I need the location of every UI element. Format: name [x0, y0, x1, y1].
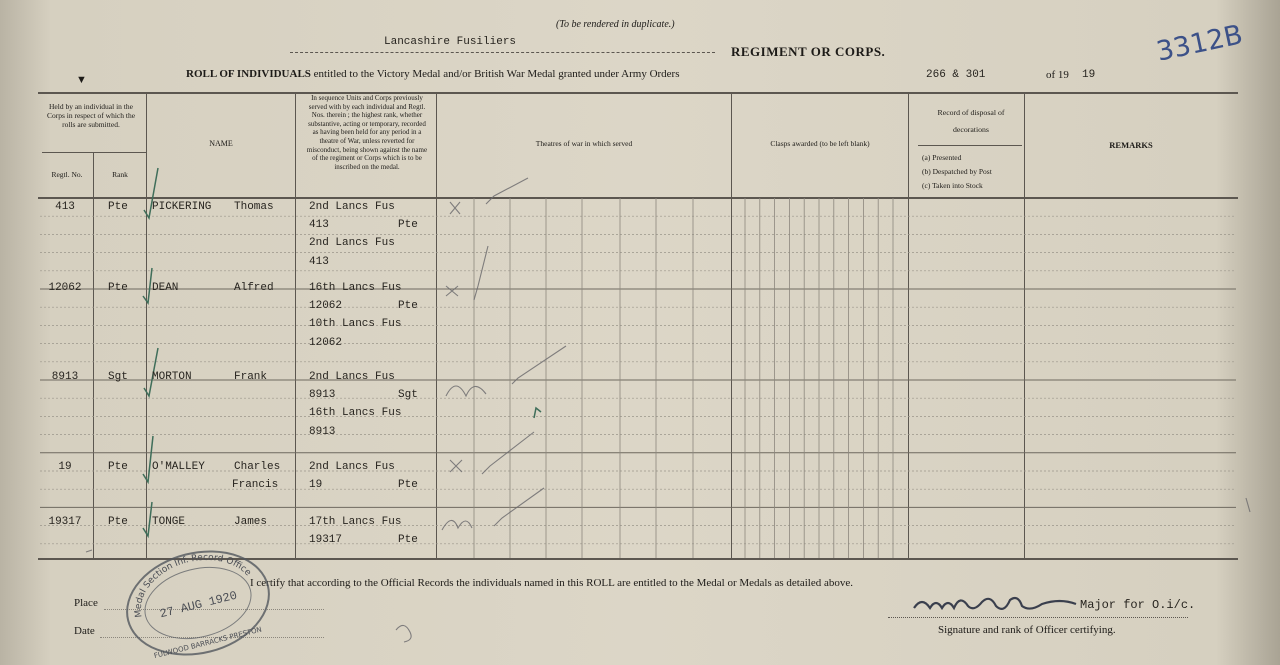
year-label: of 19: [1046, 69, 1069, 81]
unit-rank: Pte: [398, 479, 418, 492]
rank: Pte: [108, 201, 128, 213]
pencil-cross-icon: [450, 460, 462, 472]
regiment-value: Lancashire Fusiliers: [384, 36, 517, 48]
date-label: Date: [74, 625, 95, 637]
pencil-tick-icon: [512, 346, 566, 384]
unit-number: 19317: [309, 534, 343, 547]
reference-number: 3312B: [1153, 19, 1246, 68]
disposal-header: Record of disposal of decorations: [937, 108, 1005, 134]
rank: Pte: [108, 516, 128, 528]
unit-line: 16th Lancs Fus: [309, 407, 402, 420]
regtl-no: 19317: [48, 516, 82, 528]
theatres-header: Theatres of war in which served: [535, 139, 633, 148]
check-mark-icon: [143, 436, 153, 482]
stamp-date: 27 AUG 1920: [158, 588, 239, 622]
unit-rank: Pte: [398, 534, 418, 547]
name-header: NAME: [209, 139, 233, 148]
unit-line: 16th Lancs Fus: [309, 282, 402, 294]
remarks-header: REMARKS: [1109, 140, 1153, 150]
unit-number: 8913: [309, 425, 336, 438]
officer-signature: [910, 592, 1080, 618]
unit-number: 12062: [309, 300, 343, 313]
surname: PICKERING: [152, 201, 212, 213]
regtl-no: 12062: [48, 282, 82, 294]
unit-number: 12062: [309, 336, 343, 349]
pencil-scribble-icon: [446, 386, 486, 396]
surname: MORTON: [152, 371, 192, 383]
place-label: Place: [74, 597, 98, 609]
clasps-header: Clasps awarded (to be left blank): [770, 139, 870, 148]
unit-number: 413: [309, 219, 329, 232]
regtl-no: 413: [55, 201, 75, 213]
pencil-tick-icon: [474, 246, 488, 300]
pencil-cross-icon: [450, 202, 460, 214]
regtl-no: 19: [58, 461, 72, 473]
forename: Thomas: [234, 201, 274, 213]
check-mark-icon: [143, 268, 152, 303]
regtl-no-header: Regtl. No.: [51, 170, 83, 179]
forename: Charles: [234, 461, 281, 473]
pencil-cross-icon: [446, 286, 458, 296]
forename: James: [234, 516, 268, 528]
rank: Pte: [108, 461, 128, 473]
army-orders-numbers: 266 & 301: [926, 69, 986, 81]
unit-line: 2nd Lancs Fus: [309, 461, 395, 473]
duplicate-note: (To be rendered in duplicate.): [556, 19, 675, 30]
signature-caption: Signature and rank of Officer certifying.: [938, 624, 1116, 636]
held-by-header: Held by an individual in the Corps in respect of which the rolls are submitted.: [46, 102, 136, 129]
chevron-mark-icon: ▼: [76, 74, 87, 86]
regtl-no: 8913: [51, 371, 79, 383]
certify-text: I certify that according to the Official Records the individuals named in this ROLL are entitled to the Medal or Medals as detailed above.: [250, 577, 853, 589]
unit-line: 2nd Lancs Fus: [309, 201, 395, 213]
pencil-scribble-icon: [396, 625, 411, 642]
stamp-bottom-text: FULWOOD BARRACKS PRESTON: [153, 625, 263, 661]
units-header: In sequence Units and Corps previously served with by each individual and Regtl. Nos. therein ; the highest rank, whether substantive, acting or temporary, recorded as having been held for any period in a theatre of War, unless reverted for misconduct, being shown against the name of the regiment or Corps which is to be inscribed on the medal.: [306, 94, 428, 171]
forename-2: Francis: [232, 479, 279, 492]
disposal-option-a: (a) Presented: [922, 153, 962, 162]
unit-rank: Sgt: [398, 389, 418, 402]
unit-rank: Pte: [398, 300, 418, 313]
forename: Frank: [234, 371, 268, 383]
rank: Sgt: [108, 371, 128, 383]
unit-number: 413: [309, 255, 329, 268]
pencil-mark-icon: [1246, 498, 1250, 512]
unit-line: 2nd Lancs Fus: [309, 237, 395, 250]
disposal-option-c: (c) Taken into Stock: [922, 181, 983, 190]
unit-line: 17th Lancs Fus: [309, 516, 402, 528]
year-value: 19: [1082, 69, 1096, 81]
unit-line: 10th Lancs Fus: [309, 318, 402, 331]
regiment-label: REGIMENT OR CORPS.: [731, 44, 886, 59]
unit-number: 19: [309, 479, 323, 492]
pencil-mark-icon: [86, 550, 92, 552]
disposal-option-b: (b) Despatched by Post: [922, 167, 992, 176]
roll-title: ROLL OF INDIVIDUALS entitled to the Victory Medal and/or British War Medal granted under Army Orders: [186, 68, 680, 80]
rank: Pte: [108, 282, 128, 294]
pencil-tick-icon: [486, 178, 528, 204]
surname: TONGE: [152, 516, 186, 528]
ticks: [143, 168, 541, 536]
pencil-scribble-icon: [442, 520, 472, 530]
rank-header: Rank: [112, 170, 128, 179]
unit-line: 2nd Lancs Fus: [309, 371, 395, 383]
signature-rank: Major for O.i/c.: [1080, 598, 1196, 612]
forename: Alfred: [234, 282, 274, 294]
unit-rank: Pte: [398, 219, 418, 232]
unit-number: 8913: [309, 389, 336, 402]
stamp-ring-text: Medal Section Inf. Record Office: [133, 552, 253, 618]
surname: O'MALLEY: [152, 461, 205, 473]
surname: DEAN: [152, 282, 179, 294]
